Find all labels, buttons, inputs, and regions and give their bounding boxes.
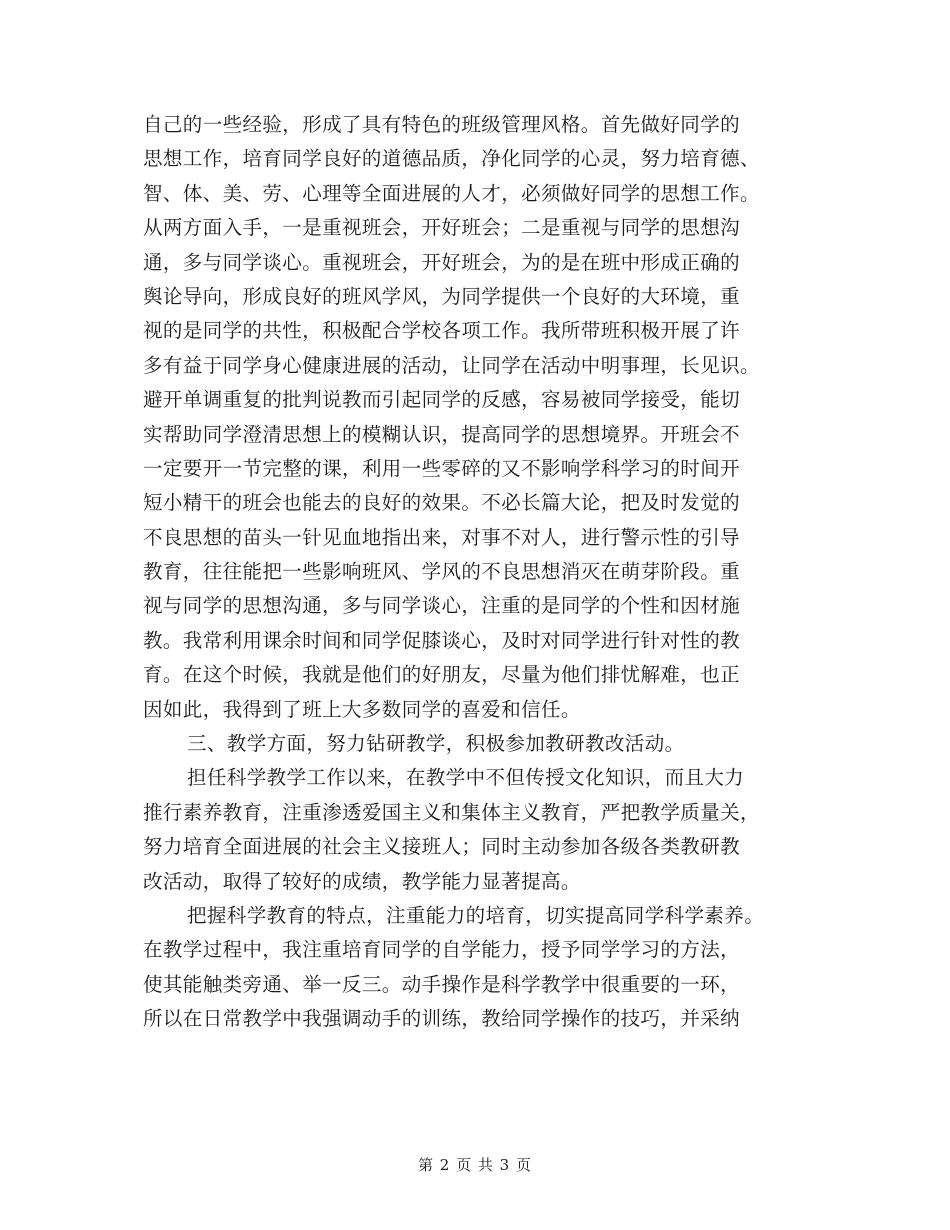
page-number-footer: 第 2 页 共 3 页 — [418, 1156, 532, 1174]
document-body — [143, 108, 813, 1037]
text-line: 自己的一些经验，形成了具有特色的班级管理风格。首先做好同学的 — [143, 113, 741, 136]
text-line: 视与同学的思想沟通，多与同学谈心，注重的是同学的个性和因材施 — [143, 594, 741, 618]
text-line: 在教学过程中，我注重培育同学的自学能力，授予同学学习的方法， — [143, 938, 741, 962]
text-line: 多有益于同学身心健康进展的活动，让同学在活动中明事理，长见识。 — [143, 353, 760, 377]
text-line: 改活动，取得了较好的成绩，教学能力显著提高。 — [143, 869, 581, 893]
text-line: 从两方面入手，一是重视班会，开好班会；二是重视与同学的思想沟 — [143, 216, 741, 240]
text-line: 育。在这个时候，我就是他们的好朋友，尽量为他们排忧解难，也正 — [143, 663, 741, 687]
text-line: 思想工作，培育同学良好的道德品质，净化同学的心灵，努力培育德、 — [143, 147, 760, 171]
text-line: 舆论导向，形成良好的班风学风，为同学提供一个良好的大环境，重 — [143, 284, 741, 308]
text-line: 担任科学教学工作以来，在教学中不但传授文化知识，而且大力 — [187, 766, 745, 790]
text-line: 通，多与同学谈心。重视班会，开好班会，为的是在班中形成正确的 — [143, 250, 741, 274]
text-line: 避开单调重复的批判说教而引起同学的反感，容易被同学接受，能切 — [143, 388, 741, 412]
text-line: 短小精干的班会也能去的良好的效果。不必长篇大论，把及时发觉的 — [143, 491, 741, 515]
text-line: 教育，往往能把一些影响班风、学风的不良思想消灭在萌芽阶段。重 — [143, 560, 741, 584]
text-line: 所以在日常教学中我强调动手的训练，教给同学操作的技巧，并采纳 — [143, 1007, 741, 1031]
text-line: 努力培育全面进展的社会主义接班人；同时主动参加各级各类教研教 — [143, 835, 741, 859]
text-line: 教。我常利用课余时间和同学促膝谈心，及时对同学进行针对性的教 — [143, 628, 741, 652]
text-line: 使其能触类旁通、举一反三。动手操作是科学教学中很重要的一环， — [143, 972, 741, 996]
text-line: 智、体、美、劳、心理等全面进展的人才，必须做好同学的思想工作。 — [143, 181, 760, 205]
text-line: 推行素养教育，注重渗透爱国主义和集体主义教育，严把教学质量关， — [143, 800, 760, 824]
text-line: 一定要开一节完整的课，利用一些零碎的又不影响学科学习的时间开 — [143, 456, 741, 480]
text-line: 三、教学方面，努力钻研教学，积极参加教研教改活动。 — [187, 732, 685, 756]
text-line: 实帮助同学澄清思想上的模糊认识，提高同学的思想境界。开班会不 — [143, 422, 741, 446]
text-line: 把握科学教育的特点，注重能力的培育，切实提高同学科学素养。 — [187, 903, 765, 927]
text-line: 不良思想的苗头一针见血地指出来，对事不对人，进行警示性的引导 — [143, 525, 741, 549]
text-line: 视的是同学的共性，积极配合学校各项工作。我所带班积极开展了许 — [143, 319, 741, 343]
text-line: 因如此，我得到了班上大多数同学的喜爱和信任。 — [143, 697, 581, 721]
